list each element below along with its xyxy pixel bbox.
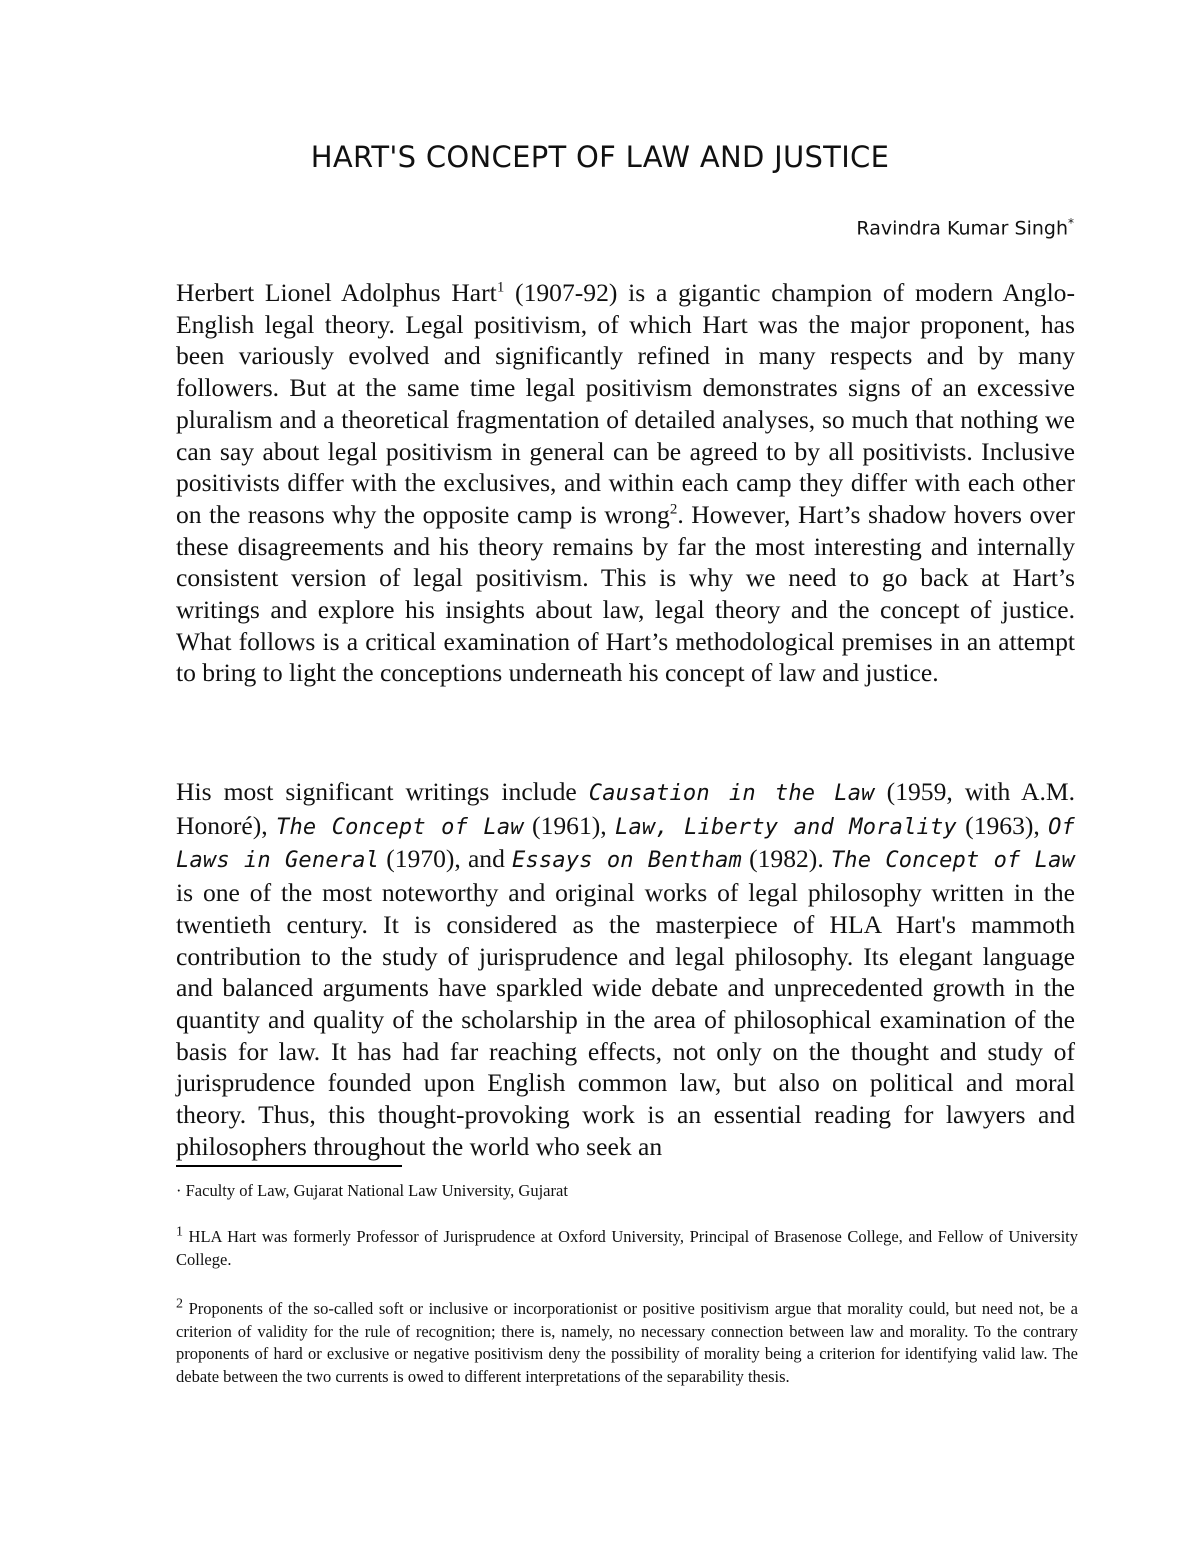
footnote-2-text: Proponents of the so-called soft or inclusive or incorporationist or positive positivism argue that morality could, but need not, be a criterion of validity for the rule of recognition; there is, namely, no necessary connection between law and morality. To the contrary proponents of hard or exclusive or negative positivism deny the possibility of morality being a criterion for identifying valid law. The debate between the two currents is owed to different interpretations of the separability thesis. [176,1299,1078,1387]
work-title-causation: Causation in the Law [588,781,875,806]
footnote-1-text: HLA Hart was formerly Professor of Jurisprudence at Oxford University, Principal of Brasenose College, and Fellow of University College. [176,1227,1078,1269]
writings-text-6: (1982). [741,844,831,874]
writings-text-4: (1963), [956,810,1049,840]
footnote-divider [176,1165,402,1167]
paragraph-intro-text-c: . However, Hart’s shadow hovers over these disagreements and his theory remains by far the most interesting and internally consistent version of legal positivism. This is why we need to go back at Hart’s writings and explore his insights about law, legal theory and the concept of justice. What follows is a critical examination of Hart’s methodological premises in an attempt to bring to light the conceptions underneath his concept of law and justice. [176,499,1075,688]
footnote-author [176,1180,1078,1203]
work-title-concept-of-law-2: The Concept of Law [830,848,1075,874]
work-title-essays-on-bentham: Essays on Bentham [512,848,742,874]
work-title-law-liberty-morality: Law, Liberty and Morality [615,814,957,840]
author-footnote-mark: * [1068,216,1074,230]
footnote-2-mark: 2 [176,1296,183,1312]
footnote-author-mark: · [176,1181,182,1200]
paragraph-writings [176,776,1075,1162]
writings-text-3: (1961), [523,810,615,840]
author-line [856,216,1074,239]
footnote-2 [176,1298,1078,1389]
author-name: Ravindra Kumar Singh [856,217,1068,240]
paragraph-intro-text-b: (1907-92) is a gigantic champion of modern Anglo-English legal theory. Legal positivism, of which Hart was the major proponent, has been variously evolved and significantly refined in many respects and by many followers. But at the same time legal positivism demonstrates signs of an excessive pluralism and a theoretical fragmentation of detailed analyses, so much that nothing we can say about legal positivism in general can be agreed to by all positivists. Inclusive positivists differ with the exclusives, and within each camp they differ with each other on the reasons why the opposite camp is wrong [176,278,1076,529]
footnote-1 [176,1226,1078,1271]
writings-text-5: (1970), and [379,844,512,874]
paragraph-intro-text-a: Herbert Lionel Adolphus Hart [176,278,497,307]
footnote-author-text: Faculty of Law, Gujarat National Law University, Gujarat [181,1181,568,1200]
paragraph-intro [176,277,1075,689]
work-title-of-laws-in-general: Of Laws in General [176,814,1075,874]
footnote-1-mark: 1 [176,1224,183,1240]
writings-text-7: is one of the most noteworthy and original works of legal philosophy written in the twentieth century. It is considered as the masterpiece of HLA Hart's mammoth contribution to the study of jurisprudence and legal philosophy. Its elegant language and balanced arguments have sparkled wide debate and unprecedented growth in the quantity and quality of the scholarship in the area of philosophical examination of the basis for law. It has had far reaching effects, not only on the thought and study of jurisprudence founded upon English common law, but also on political and moral theory. Thus, this thought-provoking work is an essential reading for lawyers and philosophers throughout the world who seek an [176,878,1075,1161]
document-title: HART'S CONCEPT OF LAW AND JUSTICE [310,140,890,174]
footnote-ref-1: 1 [496,279,505,296]
work-title-concept-of-law: The Concept of Law [276,814,524,840]
footnote-ref-2: 2 [669,501,678,518]
writings-text-1: His most significant writings include [176,777,589,806]
writings-text-2: (1959, with A.M. Honoré), [176,777,1075,840]
